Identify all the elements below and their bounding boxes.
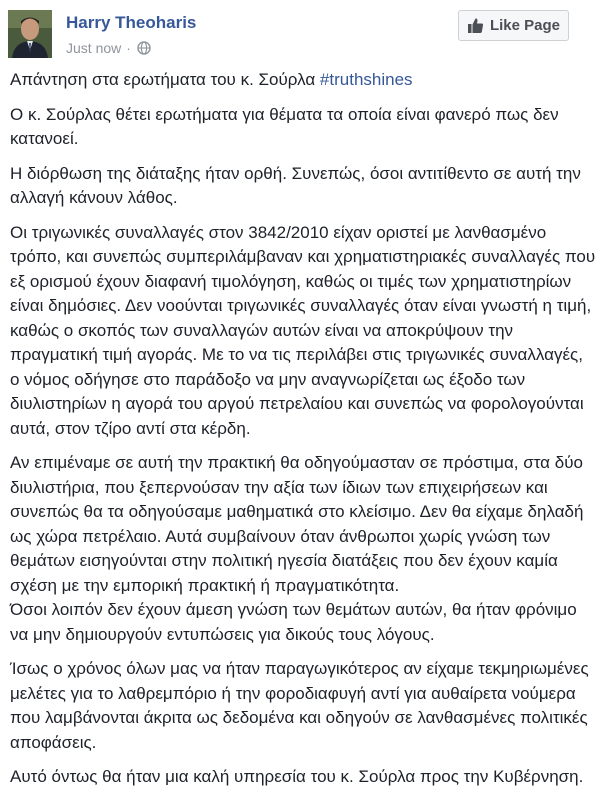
post-title-text: Απάντηση στα ερωτήματα του κ. Σούρλα bbox=[10, 70, 320, 89]
post-header bbox=[0, 0, 600, 64]
paragraph-3: Οι τριγωνικές συναλλαγές στον 3842/2010 είχαν οριστεί με λανθασμένο τρόπο, και συνεπώς συμπεριλάμβαναν και χρηματιστηριακές συναλλαγές που εξ ορισμού έχουν διαφανή τιμολόγηση, καθώς οι τιμές των χρηματιστηρίων είναι δημόσιες. Δεν νοούνται τριγωνικές συναλλαγές όταν είναι γνωστή η τιμή, καθώς ο σκοπός των συναλλαγών αυτών είναι να αποκρύψουν την πραγματική τιμή αγοράς. Με το να τις περιλάβει στις τριγωνικές συναλλαγές, ο νόμος οδήγησε στο παράδοξο να μην αναγνωρίζεται ως έξοδο των διυλιστηρίων η αγορά του αργού πετρελαίου και συνεπώς να φορολογούνται αυτά, στον τζίρο αντί στα κέρδη. bbox=[10, 222, 596, 438]
author-avatar[interactable] bbox=[8, 10, 52, 58]
paragraph-1: Ο κ. Σούρλας θέτει ερωτήματα για θέματα τα οποία είναι φανερό πως δεν κατανοεί. bbox=[10, 104, 559, 148]
post-timestamp[interactable]: Just now bbox=[66, 40, 122, 56]
post-meta bbox=[66, 40, 151, 56]
paragraph-7: Αυτό όντως θα ήταν μια καλή υπηρεσία του κ. Σούρλα προς την Κυβέρνηση. bbox=[10, 767, 584, 786]
like-page-button[interactable] bbox=[458, 10, 569, 41]
paragraph-5: Όσοι λοιπόν δεν έχουν άμεση γνώση των θεμάτων αυτών, θα ήταν φρόνιμο να μην δημιουργούν εντυπώσεις για δικούς τους λόγους. bbox=[10, 600, 577, 644]
avatar-photo bbox=[8, 10, 52, 58]
globe-icon[interactable] bbox=[137, 41, 151, 55]
like-page-label: Like Page bbox=[489, 17, 561, 34]
post-title bbox=[10, 68, 596, 93]
author-name[interactable]: Harry Theoharis bbox=[66, 13, 197, 32]
post-body bbox=[10, 68, 596, 800]
paragraph-4: Αν επιμέναμε σε αυτή την πρακτική θα οδηγούμασταν σε πρόστιμα, στα δύο διυλιστήρια, που ξεπερνούσαν την αξία των ίδιων των επιχειρήσεων και συνεπώς θα τα οδηγούσαμε μαθηματικά στο κλείσιμο. Δεν θα είχαμε δηλαδή ως χώρα πετρέλαιο. Αυτά συμβαίνουν όταν άνθρωποι χωρίς γνώση των θεμάτων εισηγούνται στην πολιτική ηγεσία διατάξεις που δεν έχουν καμία σχέση με την εμπορική πρακτική ή πραγματικότητα. bbox=[10, 453, 584, 595]
paragraph-6: Ίσως ο χρόνος όλων μας να ήταν παραγωγικότερος αν είχαμε τεκμηριωμένες μελέτες για το λαθρεμπόριο ή την φοροδιαφυγή αντί για αυθαίρετα νούμερα που λαμβάνονται άκριτα ως δεδομένα και οδηγούν σε λανθασμένες πολιτικές αποφάσεις. bbox=[10, 659, 589, 752]
meta-separator: · bbox=[126, 40, 131, 56]
hashtag-link[interactable]: #truthshines bbox=[319, 70, 413, 89]
paragraph-2: Η διόρθωση της διάταξης ήταν ορθή. Συνεπώς, όσοι αντιτίθεντο σε αυτή την αλλαγή κάνουν λάθος. bbox=[10, 163, 581, 207]
thumbs-up-icon bbox=[467, 17, 484, 34]
